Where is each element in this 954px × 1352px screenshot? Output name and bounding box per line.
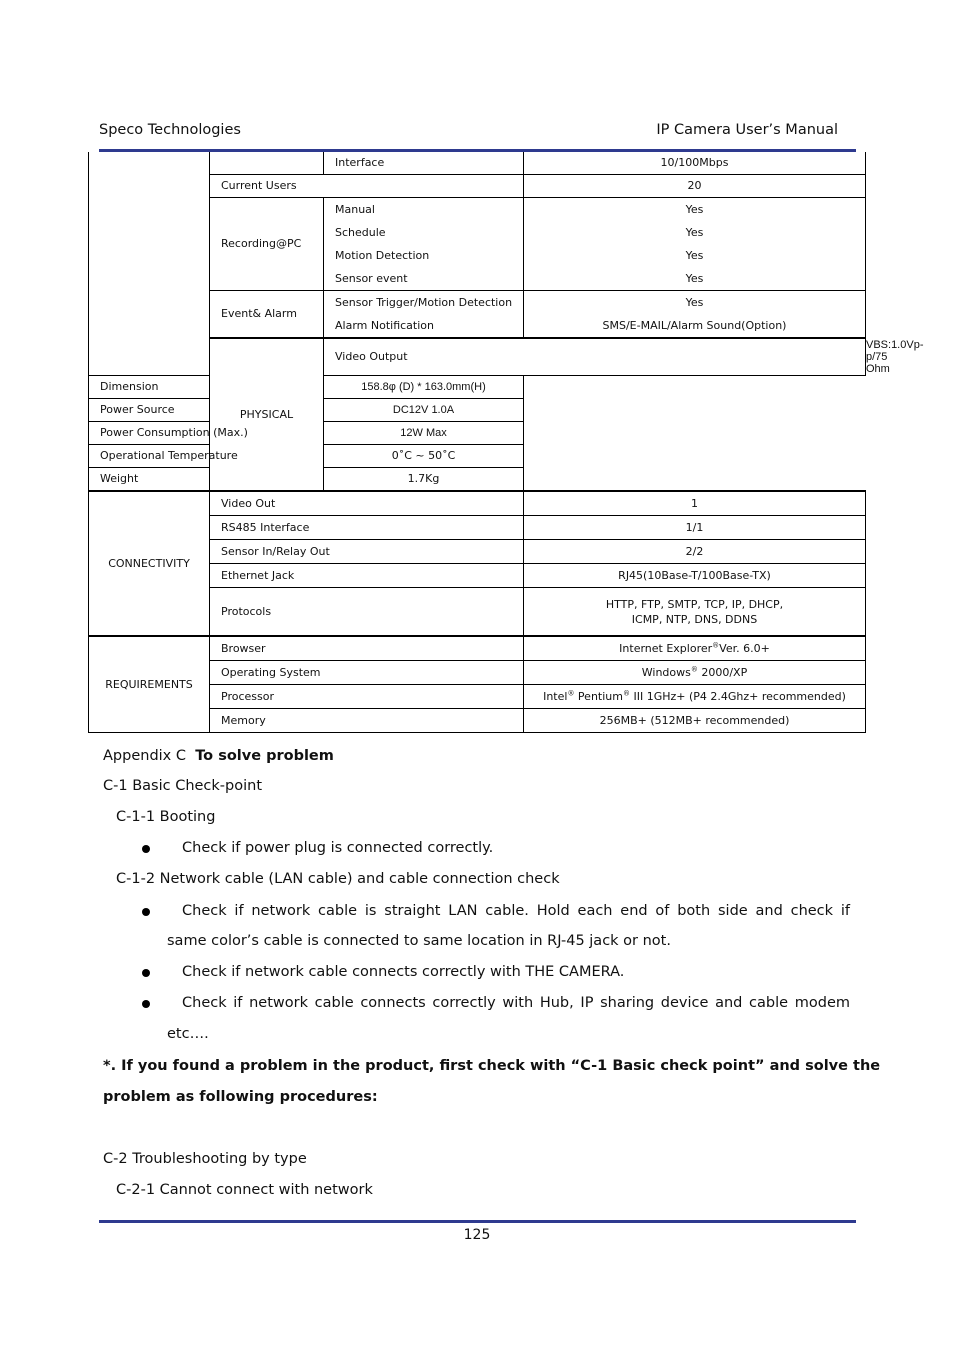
- table-row: [89, 445, 866, 468]
- row-value: [524, 588, 866, 637]
- row-value: [524, 661, 866, 685]
- row-value: 158.8φ (D) * 163.0mm(H): [324, 376, 524, 399]
- table-row: [89, 468, 866, 492]
- row-label: Video Output: [324, 338, 866, 376]
- event-values: [524, 291, 866, 339]
- registered-mark: ®: [622, 688, 630, 697]
- group-physical: PHYSICAL: [210, 338, 324, 491]
- c1-2-bullet-1-line-2: same color’s cable is connected to same location in RJ-45 jack or not.: [167, 933, 671, 949]
- row-label: Power Consumption (Max.): [89, 422, 324, 445]
- row-value: Yes: [685, 249, 704, 262]
- event-items: [324, 291, 524, 339]
- footer-rule: [99, 1220, 856, 1223]
- row-value: 256MB+ (512MB+ recommended): [524, 709, 866, 733]
- row-value: DC12V 1.0A: [324, 399, 524, 422]
- row-label: Operating System: [210, 661, 524, 685]
- protocols-line-1: HTTP, FTP, SMTP, TCP, IP, DHCP,: [605, 597, 784, 611]
- row-value: RJ45(10Base-T/100Base-TX): [524, 564, 866, 588]
- registered-mark: ®: [690, 664, 698, 673]
- row-label: Interface: [324, 152, 524, 175]
- row-value: 1/1: [524, 516, 866, 540]
- row-sublabel: Motion Detection: [335, 249, 430, 262]
- row-value: 20: [524, 175, 866, 198]
- row-value: Yes: [685, 203, 704, 216]
- browser-name: Internet Explorer: [619, 641, 713, 655]
- table-row: [89, 152, 866, 175]
- table-row: PHYSICAL Video Output VBS:1.0Vp-p/75 Ohm: [89, 338, 866, 376]
- group-requirements: REQUIREMENTS: [89, 636, 210, 733]
- os-name: Windows: [641, 665, 691, 679]
- recording-values: [524, 198, 866, 291]
- row-value: 12W Max: [324, 422, 524, 445]
- c1-1-bullet: Check if power plug is connected correctly.: [182, 840, 494, 856]
- page-number: 125: [463, 1227, 491, 1243]
- row-sublabel: Sensor Trigger/Motion Detection: [335, 296, 513, 309]
- row-label: Processor: [210, 685, 524, 709]
- row-sublabel: Sensor event: [335, 272, 408, 285]
- row-label: Recording@PC: [210, 198, 324, 291]
- row-label: Power Source: [89, 399, 324, 422]
- row-value: 1: [524, 491, 866, 516]
- row-sublabel: Alarm Notification: [335, 319, 434, 332]
- row-label: Current Users: [210, 175, 524, 198]
- section-c2: C-2 Troubleshooting by type: [103, 1151, 307, 1167]
- browser-version: Ver. 6.0+: [719, 641, 770, 655]
- protocols-line-2: ICMP, NTP, DNS, DDNS: [631, 612, 758, 626]
- cpu-spec: III 1GHz+ (P4 2.4Ghz+ recommended): [629, 689, 846, 703]
- appendix-heading: [103, 748, 334, 764]
- row-label: Browser: [210, 636, 524, 661]
- row-label: Weight: [89, 468, 324, 492]
- row-value: Yes: [685, 296, 704, 309]
- table-row: [89, 491, 866, 516]
- row-label: Dimension: [89, 376, 324, 399]
- row-value: 0˚C ~ 50˚C: [324, 445, 524, 468]
- registered-mark: ®: [712, 640, 720, 649]
- appendix-prefix: Appendix C: [103, 748, 196, 764]
- note-line-1: *. If you found a problem in the product, first check with “C-1 Basic check point” and solve the: [103, 1058, 881, 1074]
- row-label: Sensor In/Relay Out: [210, 540, 524, 564]
- row-label: Memory: [210, 709, 524, 733]
- table-row: [89, 376, 866, 399]
- bullet-icon: [142, 1000, 150, 1008]
- section-c1-2: C-1-2 Network cable (LAN cable) and cable connection check: [116, 871, 560, 887]
- os-version: 2000/XP: [697, 665, 748, 679]
- row-value: Yes: [685, 272, 704, 285]
- c1-2-bullet-2: Check if network cable connects correctly with THE CAMERA.: [182, 964, 625, 980]
- row-label: Video Out: [210, 491, 524, 516]
- row-value: SMS/E-MAIL/Alarm Sound(Option): [602, 319, 787, 332]
- section-c1: C-1 Basic Check-point: [103, 778, 263, 794]
- c1-2-bullet-1-line-1: Check if network cable is straight LAN cable. Hold each end of both side and check if: [182, 903, 850, 919]
- row-sublabel: Manual: [335, 203, 375, 216]
- table-row: [89, 399, 866, 422]
- spec-table: [88, 152, 924, 733]
- row-label: Event& Alarm: [210, 291, 324, 339]
- bullet-icon: [142, 845, 150, 853]
- row-label: Operational Temperature: [89, 445, 324, 468]
- row-value: 10/100Mbps: [524, 152, 866, 175]
- c1-2-bullet-3-line-2: etc….: [167, 1026, 209, 1042]
- c1-2-bullet-3-line-1: Check if network cable connects correctly with Hub, IP sharing device and cable modem: [182, 995, 850, 1011]
- note-line-2: problem as following procedures:: [103, 1089, 378, 1105]
- table-row: [89, 636, 866, 661]
- table-row: [89, 422, 866, 445]
- group-cell-empty: [89, 152, 210, 376]
- row-value: 2/2: [524, 540, 866, 564]
- row-sublabel: Schedule: [335, 226, 386, 239]
- section-c1-1: C-1-1 Booting: [116, 809, 216, 825]
- row-value: [524, 685, 866, 709]
- group-connectivity: CONNECTIVITY: [89, 491, 210, 636]
- registered-mark: ®: [567, 688, 575, 697]
- appendix-title: To solve problem: [195, 748, 334, 764]
- row-value: 1.7Kg: [324, 468, 524, 492]
- row-value: [524, 636, 866, 661]
- header-company: Speco Technologies: [99, 122, 241, 138]
- recording-items: [324, 198, 524, 291]
- bullet-icon: [142, 969, 150, 977]
- cpu-family: Pentium: [574, 689, 623, 703]
- row-value: Yes: [685, 226, 704, 239]
- row-label: RS485 Interface: [210, 516, 524, 540]
- header-manual-title: IP Camera User’s Manual: [656, 122, 838, 138]
- row-label: Protocols: [210, 588, 524, 637]
- bullet-icon: [142, 908, 150, 916]
- row-label: Ethernet Jack: [210, 564, 524, 588]
- cpu-brand: Intel: [543, 689, 568, 703]
- section-c2-1: C-2-1 Cannot connect with network: [116, 1182, 373, 1198]
